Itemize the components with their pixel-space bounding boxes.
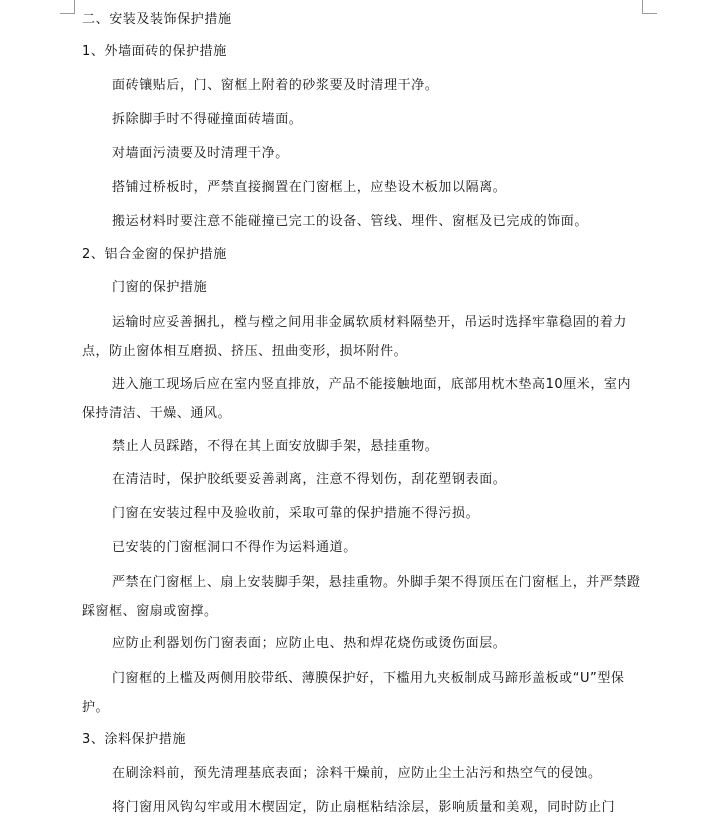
paragraph: 门窗框的上槛及两侧用胶带纸、薄膜保护好，下槛用九夹板制成马蹄形盖板或“U”型保护。	[82, 671, 625, 715]
paragraph: 运输时应妥善捆扎，樘与樘之间用非金属软质材料隔垫开，吊运时选择牢靠稳固的着力点，防止窗体相互磨损、挤压、扭曲变形，损坏附件。	[82, 315, 627, 359]
paragraph: 已安装的门窗框洞口不得作为运料通道。	[112, 540, 357, 555]
page-corner-mark-right	[642, 0, 657, 14]
paragraph: 禁止人员踩踏，不得在其上面安放脚手架，悬挂重物。	[112, 439, 439, 454]
paragraph: 拆除脚手时不得碰撞面砖墙面。	[112, 112, 303, 127]
paragraph: 在清洁时，保护胶纸要妥善剥离，注意不得划伤，刮花塑钢表面。	[112, 472, 507, 487]
paragraph: 对墙面污渍要及时清理干净。	[112, 146, 289, 161]
paragraph: 搭铺过桥板时，严禁直接搁置在门窗框上，应垫设木板加以隔离。	[112, 180, 507, 195]
section-title-1: 1、外墙面砖的保护措施	[82, 44, 227, 59]
paragraph: 应防止利器划伤门窗表面；应防止电、热和焊花烧伤或烫伤面层。	[112, 636, 507, 651]
section-subtitle: 门窗的保护措施	[112, 280, 208, 295]
paragraph: 在刷涂料前，预先清理基底表面；涂料干燥前，应防止尘土沾污和热空气的侵蚀。	[112, 766, 602, 781]
section-title-3: 3、涂料保护措施	[82, 732, 187, 747]
paragraph: 面砖镶贴后，门、窗框上附着的砂浆要及时清理干净。	[112, 78, 439, 93]
paragraph: 严禁在门窗框上、扇上安装脚手架，悬挂重物。外脚手架不得顶压在门窗框上，并严禁蹬踩窗框、窗扇或窗撑。	[82, 575, 641, 619]
paragraph: 将门窗用风钩勾牢或用木楔固定，防止扇框粘结涂层，影响质量和美观，同时防止门	[112, 800, 616, 815]
document-heading: 二、安装及装饰保护措施	[82, 12, 232, 27]
paragraph: 门窗在安装过程中及验收前，采取可靠的保护措施不得污损。	[112, 506, 480, 521]
section-title-2: 2、铝合金窗的保护措施	[82, 247, 227, 262]
paragraph: 搬运材料时要注意不能碰撞已完工的设备、管线、埋件、窗框及已完成的饰面。	[112, 214, 589, 229]
page-corner-mark-left	[60, 0, 75, 14]
paragraph: 进入施工现场后应在室内竖直排放，产品不能接触地面，底部用枕木垫高10厘米，室内保持清洁、干燥、通风。	[82, 377, 631, 421]
